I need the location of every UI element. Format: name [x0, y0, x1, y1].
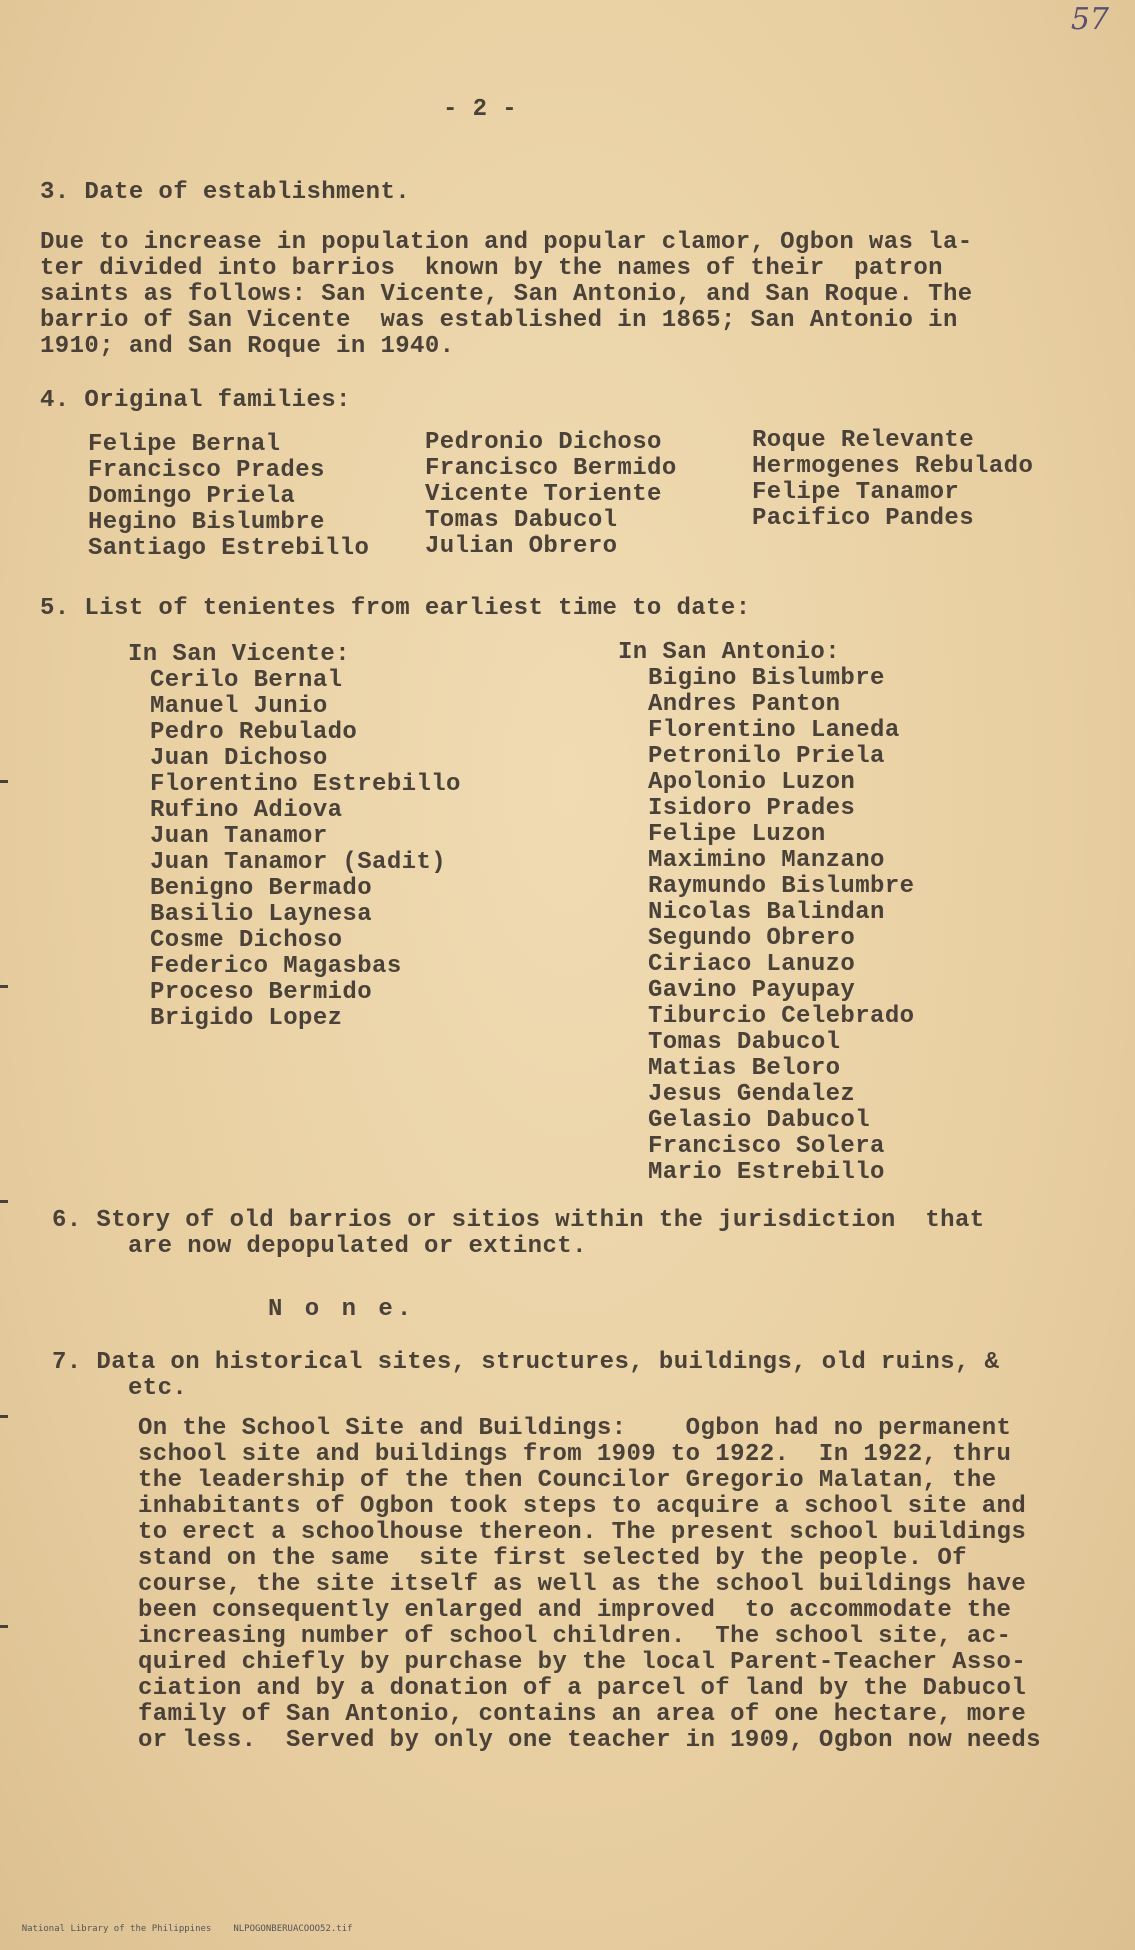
section7-body-line: been consequently enlarged and improved to accommodate the: [138, 1597, 1012, 1624]
teniente-name: Basilio Laynesa: [150, 901, 373, 928]
section7-body-line: stand on the same site first selected by the people. Of: [138, 1545, 967, 1572]
binding-mark: [0, 1625, 8, 1628]
section7-body-line: the leadership of the then Councilor Gregorio Malatan, the: [138, 1467, 997, 1494]
list-label: In San Antonio:: [618, 639, 841, 666]
teniente-name: Petronilo Priela: [648, 743, 885, 770]
section6-line: are now depopulated or extinct.: [128, 1233, 587, 1260]
teniente-name: Francisco Solera: [648, 1133, 885, 1160]
family-name: Felipe Tanamor: [752, 479, 960, 506]
teniente-name: Isidoro Prades: [648, 795, 856, 822]
section3-line: saints as follows: San Vicente, San Antonio, and San Roque. The: [40, 281, 973, 308]
section3-heading: 3. Date of establishment.: [40, 179, 411, 206]
teniente-name: Cerilo Bernal: [150, 667, 343, 694]
binding-mark: [0, 1415, 8, 1418]
teniente-name: Proceso Bermido: [150, 979, 373, 1006]
section6-answer: N o n e.: [268, 1296, 416, 1323]
section6: [52, 1208, 985, 1260]
family-name: Felipe Bernal: [88, 431, 281, 458]
family-name: Hegino Bislumbre: [88, 509, 325, 536]
section3-line: ter divided into barrios known by the names of their patron: [40, 255, 943, 282]
section3-line: 1910; and San Roque in 1940.: [40, 333, 455, 360]
san-antonio-list: [618, 640, 914, 1186]
teniente-name: Manuel Junio: [150, 693, 328, 720]
teniente-name: Cosme Dichoso: [150, 927, 343, 954]
footer-file: NLPOGONBERUACOOO52.tif: [233, 1924, 353, 1934]
teniente-name: Gelasio Dabucol: [648, 1107, 871, 1134]
teniente-name: Bigino Bislumbre: [648, 665, 885, 692]
family-name: Vicente Toriente: [425, 481, 662, 508]
section7-body-line: On the School Site and Buildings: Ogbon had no permanent: [138, 1415, 1012, 1442]
family-name: Roque Relevante: [752, 427, 975, 454]
teniente-name: Gavino Payupay: [648, 977, 856, 1004]
teniente-name: Brigido Lopez: [150, 1005, 343, 1032]
list-label: In San Vicente:: [128, 641, 351, 668]
teniente-name: Nicolas Balindan: [648, 899, 885, 926]
binding-mark: [0, 780, 8, 783]
teniente-name: Apolonio Luzon: [648, 769, 856, 796]
section7-body-line: inhabitants of Ogbon took steps to acquire a school site and: [138, 1493, 1027, 1520]
page-number-text: - 2 -: [442, 96, 517, 123]
section3-line: Due to increase in population and popular clamor, Ogbon was la-: [40, 229, 973, 256]
binding-mark: [0, 985, 8, 988]
section5-heading: 5. List of tenientes from earliest time to date:: [40, 595, 751, 622]
section7-body-line: increasing number of school children. The school site, ac-: [138, 1623, 1012, 1650]
handwritten-page-number: 57: [1070, 2, 1109, 37]
family-name: Francisco Bermido: [425, 455, 677, 482]
scan-footer: [0, 1914, 375, 1944]
teniente-name: Tiburcio Celebrado: [648, 1003, 915, 1030]
teniente-name: Florentino Estrebillo: [150, 771, 461, 798]
san-vicente-list: [128, 642, 461, 1032]
section3-paragraph: [40, 230, 1020, 360]
teniente-name: Juan Tanamor (Sadit): [150, 849, 447, 876]
section7-body-line: ciation and by a donation of a parcel of land by the Dabucol: [138, 1675, 1027, 1702]
section7-heading: [52, 1350, 999, 1402]
teniente-name: Federico Magasbas: [150, 953, 402, 980]
teniente-name: Matias Beloro: [648, 1055, 841, 1082]
teniente-name: Rufino Adiova: [150, 797, 343, 824]
section7-body-line: course, the site itself as well as the school buildings have: [138, 1571, 1027, 1598]
family-name: Francisco Prades: [88, 457, 325, 484]
section7-line: 7. Data on historical sites, structures, buildings, old ruins, &: [52, 1349, 1000, 1376]
section7-body: [138, 1416, 1041, 1754]
teniente-name: Felipe Luzon: [648, 821, 826, 848]
families-column-1: [88, 432, 369, 562]
teniente-name: Juan Tanamor: [150, 823, 328, 850]
family-name: Santiago Estrebillo: [88, 535, 370, 562]
section7-body-line: family of San Antonio, contains an area of one hectare, more: [138, 1701, 1027, 1728]
section6-line: 6. Story of old barrios or sitios within the jurisdiction that: [52, 1207, 985, 1234]
family-name: Hermogenes Rebulado: [752, 453, 1034, 480]
family-name: Julian Obrero: [425, 533, 618, 560]
teniente-name: Benigno Bermado: [150, 875, 373, 902]
teniente-name: Jesus Gendalez: [648, 1081, 856, 1108]
family-name: Domingo Priela: [88, 483, 296, 510]
teniente-name: Mario Estrebillo: [648, 1159, 885, 1186]
teniente-name: Raymundo Bislumbre: [648, 873, 915, 900]
teniente-name: Ciriaco Lanuzo: [648, 951, 856, 978]
teniente-name: Pedro Rebulado: [150, 719, 358, 746]
section3-line: barrio of San Vicente was established in 1865; San Antonio in: [40, 307, 958, 334]
family-name: Tomas Dabucol: [425, 507, 618, 534]
section7-body-line: to erect a schoolhouse thereon. The present school buildings: [138, 1519, 1027, 1546]
family-name: Pacifico Pandes: [752, 505, 975, 532]
families-column-2: [425, 430, 677, 560]
families-column-3: [752, 428, 1033, 532]
section7-body-line: school site and buildings from 1909 to 1922. In 1922, thru: [138, 1441, 1012, 1468]
teniente-name: Juan Dichoso: [150, 745, 328, 772]
binding-mark: [0, 1200, 8, 1203]
footer-library: National Library of the Philippines: [21, 1924, 212, 1934]
section4-heading: 4. Original families:: [40, 387, 351, 414]
family-name: Pedronio Dichoso: [425, 429, 662, 456]
teniente-name: Andres Panton: [648, 691, 841, 718]
section7-line: etc.: [128, 1375, 188, 1402]
section7-body-line: quired chiefly by purchase by the local Parent-Teacher Asso-: [138, 1649, 1027, 1676]
teniente-name: Tomas Dabucol: [648, 1029, 841, 1056]
teniente-name: Florentino Laneda: [648, 717, 900, 744]
section7-body-line: or less. Served by only one teacher in 1909, Ogbon now needs: [138, 1727, 1041, 1754]
page-number: [0, 97, 960, 123]
teniente-name: Segundo Obrero: [648, 925, 856, 952]
teniente-name: Maximino Manzano: [648, 847, 885, 874]
